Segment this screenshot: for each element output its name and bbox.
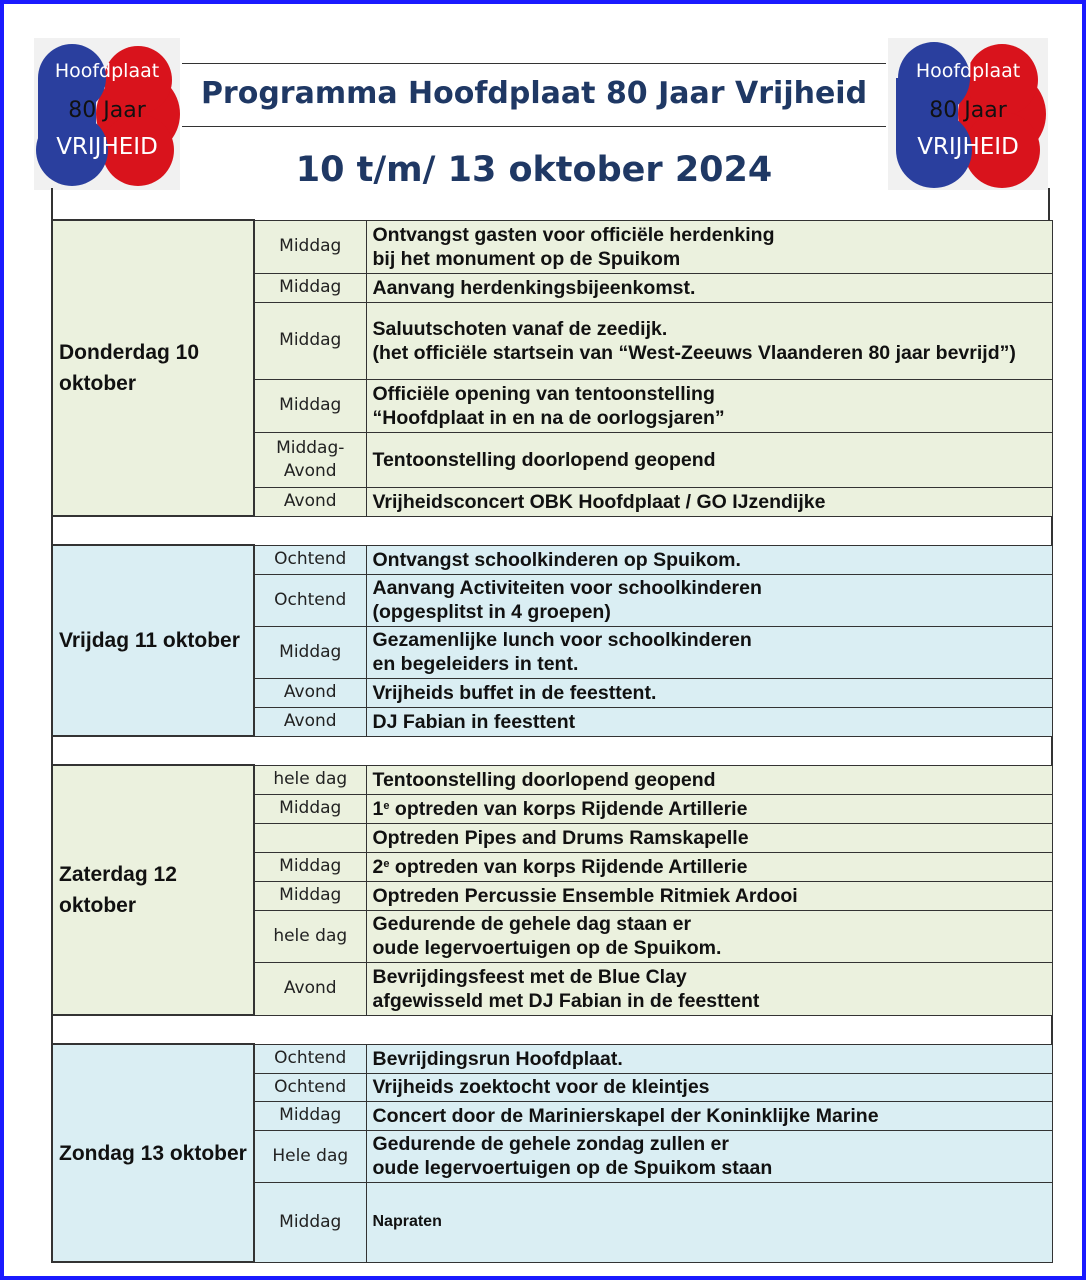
ordinal-number: 2: [372, 855, 384, 878]
logo-left: [34, 38, 180, 190]
activity-cell: Concert door de Marinierskapel der Koninklijke Marine: [366, 1101, 1052, 1130]
time-cell: Middag: [254, 302, 366, 379]
title-rule-bottom: [182, 126, 886, 127]
time-cell: Ochtend: [254, 1044, 366, 1073]
page-subtitle-dates: 10 t/m/ 13 oktober 2024: [295, 150, 773, 190]
time-cell: hele dag: [254, 765, 366, 794]
ordinal-suffix: e: [383, 857, 390, 870]
time-cell: Ochtend: [254, 1073, 366, 1101]
time-cell: hele dag: [254, 910, 366, 962]
time-cell: Middag: [254, 852, 366, 881]
activity-text: optreden van korps Rijdende Artillerie: [389, 855, 748, 878]
spacer-row: [52, 1015, 1052, 1044]
time-cell: Middag: [254, 273, 366, 302]
time-cell: Middag: [254, 626, 366, 678]
header-box-right: [1048, 188, 1050, 220]
activity-cell: Officiële opening van tentoonstelling “Hoofdplaat in en na de oorlogsjaren”: [366, 379, 1052, 432]
time-cell: [254, 823, 366, 852]
time-cell: Avond: [254, 487, 366, 516]
day-label: Donderdag 10 oktober: [52, 220, 254, 516]
activity-cell: Bevrijdingsrun Hoofdplaat.: [366, 1044, 1052, 1073]
activity-cell: Optreden Percussie Ensemble Ritmiek Ardooi: [366, 881, 1052, 910]
time-cell: Middag: [254, 1101, 366, 1130]
activity-cell: Bevrijdingsfeest met de Blue Clay afgewisseld met DJ Fabian in de feesttent: [366, 962, 1052, 1015]
activity-cell: Optreden Pipes and Drums Ramskapelle: [366, 823, 1052, 852]
header-box-left: [51, 188, 53, 220]
time-cell: Avond: [254, 962, 366, 1015]
logo-line2: 80 Jaar: [929, 98, 1007, 123]
ordinal-number: 1: [372, 797, 384, 820]
activity-text: optreden van korps Rijdende Artillerie: [389, 797, 748, 820]
time-cell: Middag: [254, 1182, 366, 1262]
table-row: [52, 220, 1052, 273]
activity-cell: Aanvang Activiteiten voor schoolkinderen (opgesplitst in 4 groepen): [366, 574, 1052, 626]
logo-right: [888, 38, 1048, 190]
activity-cell: Napraten: [366, 1182, 1052, 1262]
page-title: Programma Hoofdplaat 80 Jaar Vrijheid: [200, 76, 868, 111]
spacer-row: [52, 736, 1052, 765]
ordinal-suffix: e: [383, 799, 390, 812]
logo-line2: 80 Jaar: [68, 98, 146, 123]
activity-cell: Aanvang herdenkingsbijeenkomst.: [366, 273, 1052, 302]
activity-cell: DJ Fabian in feesttent: [366, 707, 1052, 736]
spacer-row: [52, 516, 1052, 545]
day-label: Zaterdag 12 oktober: [52, 765, 254, 1015]
day-label: Vrijdag 11 oktober: [52, 545, 254, 736]
table-row: [52, 545, 1052, 574]
activity-cell: Ontvangst schoolkinderen op Spuikom.: [366, 545, 1052, 574]
activity-cell: Gezamenlijke lunch voor schoolkinderen en begeleiders in tent.: [366, 626, 1052, 678]
logo-line1: Hoofdplaat: [915, 60, 1021, 82]
activity-cell: Tentoonstelling doorlopend geopend: [366, 432, 1052, 487]
program-table: [51, 219, 1053, 1263]
table-row: [52, 1044, 1052, 1073]
time-cell: Hele dag: [254, 1130, 366, 1182]
activity-cell: [366, 852, 1052, 881]
activity-cell: Ontvangst gasten voor officiële herdenking bij het monument op de Spuikom: [366, 220, 1052, 273]
table-row: [52, 765, 1052, 794]
time-cell: Middag: [254, 220, 366, 273]
time-cell: Middag: [254, 881, 366, 910]
activity-cell: [366, 794, 1052, 823]
time-cell: Ochtend: [254, 574, 366, 626]
logo-line1: Hoofdplaat: [54, 60, 160, 82]
time-cell: Avond: [254, 678, 366, 707]
time-cell: Middag: [254, 379, 366, 432]
day-label: Zondag 13 oktober: [52, 1044, 254, 1262]
logo-line3: VRIJHEID: [917, 134, 1019, 160]
activity-cell: Vrijheids buffet in de feesttent.: [366, 678, 1052, 707]
title-rule-top: [182, 63, 886, 64]
activity-cell: Tentoonstelling doorlopend geopend: [366, 765, 1052, 794]
activity-cell: Gedurende de gehele zondag zullen er oude legervoertuigen op de Spuikom staan: [366, 1130, 1052, 1182]
time-cell: Avond: [254, 707, 366, 736]
time-cell: Middag: [254, 794, 366, 823]
activity-cell: Saluutschoten vanaf de zeedijk. (het officiële startsein van “West-Zeeuws Vlaanderen 80 jaar bevrijd”): [366, 302, 1052, 379]
time-cell: Middag-Avond: [254, 432, 366, 487]
activity-cell: Vrijheidsconcert OBK Hoofdplaat / GO IJzendijke: [366, 487, 1052, 516]
activity-cell: Vrijheids zoektocht voor de kleintjes: [366, 1073, 1052, 1101]
time-cell: Ochtend: [254, 545, 366, 574]
activity-cell: Gedurende de gehele dag staan er oude legervoertuigen op de Spuikom.: [366, 910, 1052, 962]
logo-line3: VRIJHEID: [56, 134, 158, 160]
